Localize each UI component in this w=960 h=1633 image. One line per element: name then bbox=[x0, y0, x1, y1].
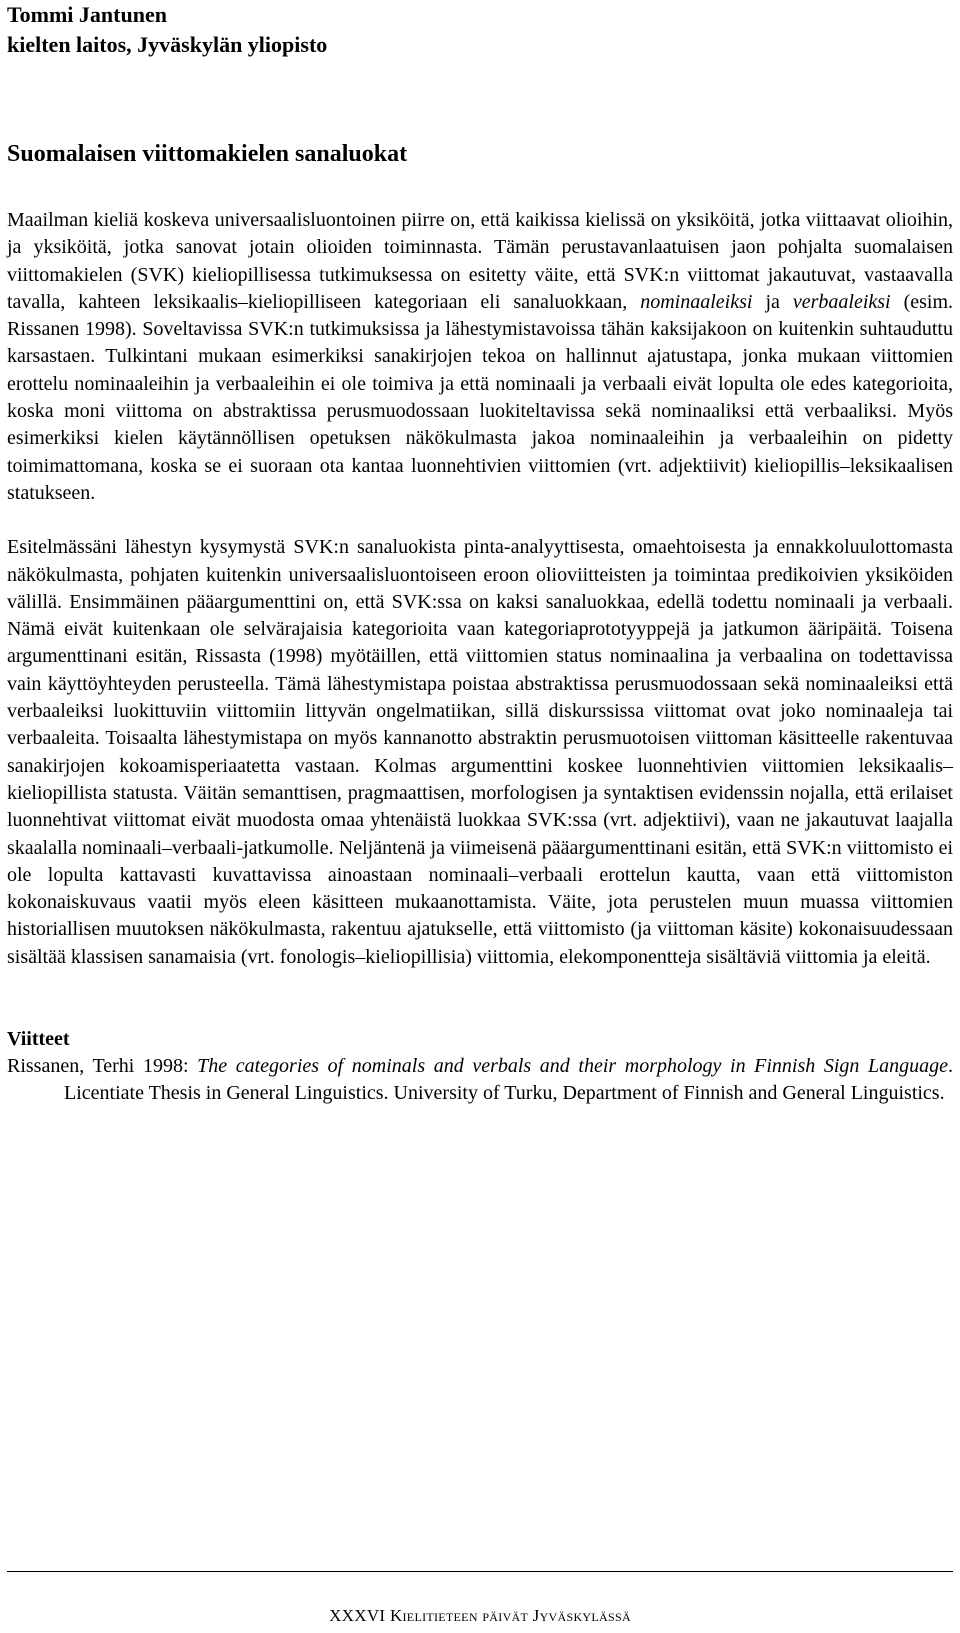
paragraph-1-text-c: ja bbox=[765, 290, 780, 313]
author-affiliation: kielten laitos, Jyväskylän yliopisto bbox=[7, 32, 328, 57]
reference-title: The categories of nominals and verbals and their morphology in Finnish Sign Language bbox=[197, 1055, 949, 1078]
paragraph-1-text-e: (esim. Rissanen 1998). Soveltavissa SVK:n tutkimuksissa ja lähestymistavoissa tähän kaksijakoon on kuitenkin suhtauduttu karsastaen. Tulkintani mukaan esimerkiksi sanakirjojen tekoa on hallinnut ajatustapa, jonka mukaan viittomien erottelu nominaaleihin ja verbaaleihin ei ole toimiva ja että nominaali ja verbaali eivät lopulta ole edes kategorioita, koska moni viittoma on abstraktissa perusmuodossaan luokiteltavissa sekä nominaaliksi että verbaaliksi. Myös esimerkiksi kielen käytännöllisen opetuksen näkökulmasta jakoa nominaaleihin ja verbaaleihin on pidetty toimimattomana, koska se ei suoraan ota kantaa luonnehtivien viittomien (vrt. adjektiivit) kieliopillis–leksikaalisen statukseen. bbox=[7, 290, 954, 504]
reference-rest: . Licentiate Thesis in General Linguistics. University of Turku, Department of Finnish and General Linguistics. bbox=[64, 1055, 954, 1105]
footer-number: XXXVI bbox=[329, 1606, 386, 1625]
abstract-paragraph-1 bbox=[7, 207, 953, 507]
paragraph-1-text-a: Maailman kieliä koskeva universaalisluontoinen piirre on, että kaikissa kielissä on yksiköitä, jotka viittaavat olioihin, ja yksiköitä, jotka sanovat jotain olioiden toiminnasta. Tämän perustavanlaatuisen jaon pohjalta suomalaisen viittomakielen (SVK) kieliopillisessa tutkimuksessa on esitetty väite, että SVK:n viittomat jakautuvat, vastaavalla tavalla, kahteen leksikaalis–kieliopilliseen kategoriaan eli sanaluokkaan, bbox=[7, 209, 953, 313]
reference-lead: Rissanen, Terhi 1998: bbox=[7, 1055, 189, 1078]
page-title: Suomalaisen viittomakielen sanaluokat bbox=[7, 141, 408, 167]
document-page bbox=[7, 0, 953, 1108]
term-nominaaleiksi: nominaaleiksi bbox=[640, 290, 753, 313]
reference-item bbox=[7, 1053, 953, 1108]
abstract-paragraph-2: Esitelmässäni lähestyn kysymystä SVK:n sanaluokista pinta-analyyttisesta, omaehtoisesta ja ennakkoluulottomasta näkökulmasta, pohjaten kuitenkin universaalisluontoiseen eroon olioviitteisten ja toimintaa predikoivien yksiköiden välillä. Ensimmäinen pääargumenttini on, että SVK:ssa on kaksi sanaluokkaa, edellä todettu nominaali ja verbaali. Nämä eivät kuitenkaan ole selvärajaisia kategorioita vaan kategoriaprototyyppejä ja jatkumon ääripäitä. Toisena argumenttinani esitän, Rissasta (1998) myötäillen, että viittomien status nominaalina ja verbaalina on todettavissa vain käyttöyhteyden perusteella. Tämä lähestymistapa poistaa abstraktissa perusmuodossaan sekä nominaaleiksi että verbaaleiksi luokittuviin viittomiin littyvän ongelmatiikan, sillä diskurssissa viittomat ovat joko nominaaleja tai verbaaleita. Toisaalta lähestymistapa on myös kannanotto abstraktin perusmuotoisen viittoman käsitteelle rakentuvaa sanakirjojen kokoamisperiaatetta vastaan. Kolmas argumenttini koskee luonnehtivien viittomien leksikaalis–kieliopillista statusta. Väitän semanttisen, pragmaattisen, morfologisen ja syntaktisen evidenssin nojalla, että erilaiset luonnehtivat viittomat eivät muodosta omaa yhtenäistä luokkaa SVK:ssa (vrt. adjektiivi), vaan ne jakautuvat laajalla skaalalla nominaali–verbaali-jatkumolle. Neljäntenä ja viimeisenä pääargumenttinani esitän, että SVK:n viittomisto ei ole lopulta kattavasti kuvattavissa ainoastaan nominaali–verbaali erottelun kautta, vaan että viittomiston kokonaiskuvaus vaatii myös eleen käsitteen mukaanottamista. Väite, jota perustelen muun muassa viittomien historiallisen muutoksen näkökulmasta, rakentuu ajatukselle, että viittomisto (ja viittoman käsite) kokonaisuudessaan sisältää klassisen sanamaisia (vrt. fonologis–kieliopillisia) viittomia, elekomponentteja sisältäviä viittomia ja eleitä. bbox=[7, 536, 953, 968]
footer-series: Kielitieteen päivät Jyväskylässä bbox=[389, 1606, 631, 1625]
term-verbaaleiksi: verbaaleiksi bbox=[792, 290, 891, 313]
references-heading: Viitteet bbox=[7, 1028, 70, 1051]
author-name: Tommi Jantunen bbox=[7, 2, 167, 27]
page-footer bbox=[0, 1605, 960, 1627]
footer-divider bbox=[7, 1571, 953, 1572]
